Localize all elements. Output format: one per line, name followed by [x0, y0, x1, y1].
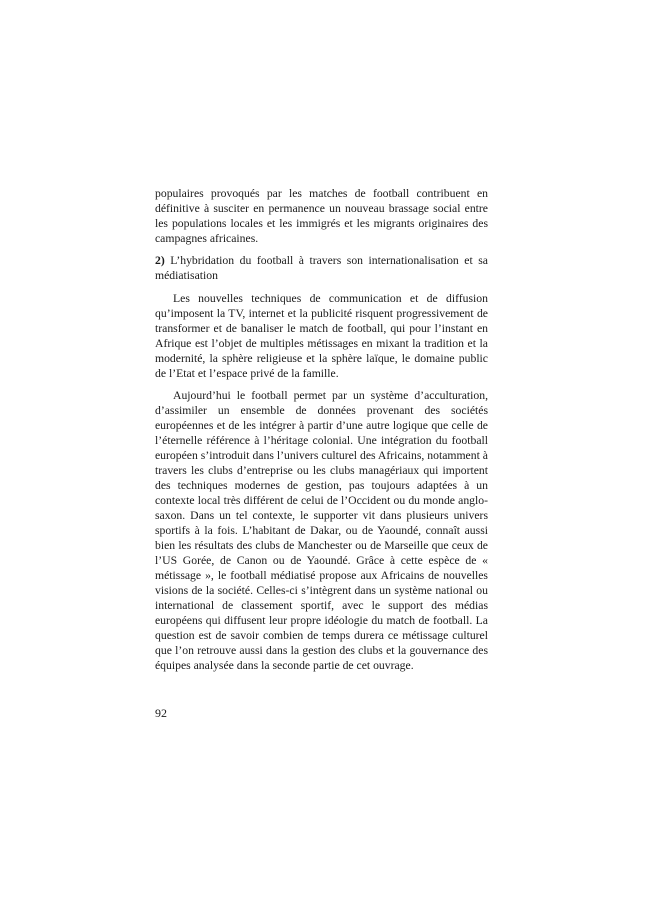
page-number: 92 — [155, 706, 167, 720]
paragraph-acculturation: Aujourd’hui le football permet par un système d’acculturation, d’assimiler un ensemble de données provenant des sociétés européennes et de les intégrer à partir d’une autre logique que celle de l’éternelle référence à l’héritage colonial. Une intégration du football européen s’introduit dans l’univers culturel des Africains, notamment à travers les clubs d’entreprise ou les clubs managériaux qui importent des techniques modernes de gestion, pas toujours adaptées à un contexte local très différent de celui de l’Occident ou du monde anglo-saxon. Dans un tel contexte, le supporter vit dans plusieurs univers sportifs à la fois. L’habitant de Dakar, ou de Yaoundé, connaît aussi bien les résultats des clubs de Manchester ou de Marseille que ceux de l’US Gorée, de Canon ou de Yaoundé. Grâce à cette espèce de « métissage », le football médiatisé propose aux Africains de nouvelles visions de la société. Celles-ci s’intègrent dans un système national ou international de classement sportif, avec le support des médias européens qui diffusent leur propre idéologie du match de football. La question est de savoir combien de temps durera ce métissage culturel que l’on retrouve aussi dans la gestion des clubs et la gouvernance des équipes analysée dans la seconde partie de cet ouvrage. — [155, 389, 488, 672]
paragraph-communication: Les nouvelles techniques de communication et de diffusion qu’imposent la TV, internet et la publicité risquent progressivement de transformer et de banaliser le match de football, qui pour l’instant en Afrique est l’objet de multiples métissages en mixant la tradition et la modernité, la sphère religieuse et la sphère laïque, le domaine public de l’Etat et l’espace privé de la famille. — [155, 292, 488, 380]
section-heading-number: 2) — [155, 254, 165, 267]
section-heading — [155, 253, 488, 283]
page-body — [155, 186, 488, 673]
section-heading-text: L’hybridation du football à travers son internationalisation et sa médiatisation — [155, 254, 488, 282]
paragraph-continuation: populaires provoqués par les matches de football contribuent en définitive à susciter en permanence un nouveau brassage social entre les populations locales et les immigrés et les migrants originaires des campagnes africaines. — [155, 187, 488, 245]
